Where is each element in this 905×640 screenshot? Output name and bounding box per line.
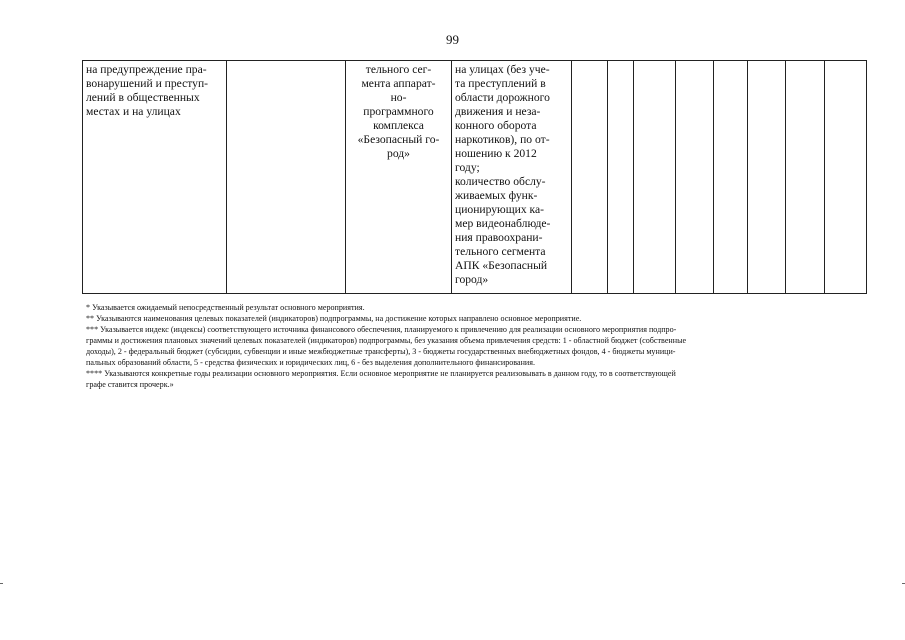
text-line: тельного сег- xyxy=(365,63,432,76)
measure-name-lines xyxy=(86,63,223,119)
footnote-line: доходы), 2 - федеральный бюджет (субсидии, субвенции и иные межбюджетные трансферты), 3 - бюджеты государственных внебюджетных фондов, 4 - бюджеты муници- xyxy=(86,347,676,356)
text-line: программного xyxy=(363,105,434,118)
text-line: та преступлений в xyxy=(455,77,546,90)
footnote-line: граммы и достижения плановых значений целевых показателей (индикаторов) подпрограммы, без указания объема привлечения средств: 1 - областной бюджет (собственные xyxy=(86,336,687,345)
text-line: ния правоохрани- xyxy=(455,231,543,244)
text-line: тельного сегмента xyxy=(455,245,546,258)
text-line: ношению к 2012 xyxy=(455,147,537,160)
text-line: город» xyxy=(455,273,489,286)
text-line: комплекса xyxy=(373,119,424,132)
measure-name-cell xyxy=(83,61,227,294)
footnote-line: * Указывается ожидаемый непосредственный результат основного мероприятия. xyxy=(86,303,365,312)
text-line: вонарушений и преступ- xyxy=(86,77,209,90)
text-line: но- xyxy=(390,91,407,104)
text-line: году; xyxy=(455,161,480,174)
text-line: «Безопасный го- xyxy=(357,133,440,146)
empty-cell xyxy=(676,61,714,294)
indicator-lines xyxy=(455,63,568,287)
page-number: 99 xyxy=(446,32,459,47)
text-line: на улицах (без уче- xyxy=(455,63,550,76)
text-line: живаемых функ- xyxy=(455,189,538,202)
empty-cell xyxy=(572,61,608,294)
expected-result-cell xyxy=(346,61,452,294)
empty-cell xyxy=(608,61,634,294)
text-line: области дорожного xyxy=(455,91,550,104)
empty-cell xyxy=(748,61,786,294)
text-line: ционирующих ка- xyxy=(455,203,545,216)
footnote-line: *** Указывается индекс (индексы) соответствующего источника финансового обеспечения, планируемого к привлечению для реализации основного мероприятия подпро- xyxy=(86,325,677,334)
footnote-line: графе ставится прочерк.» xyxy=(86,380,174,389)
table-row xyxy=(83,61,867,294)
text-line: движения и неза- xyxy=(455,105,541,118)
text-line: АПК «Безопасный xyxy=(455,259,548,272)
empty-cell xyxy=(634,61,676,294)
text-line: род» xyxy=(387,147,410,160)
text-line: местах и на улицах xyxy=(86,105,181,118)
text-line: мер видеонаблюде- xyxy=(455,217,551,230)
text-line: конного оборота xyxy=(455,119,537,132)
text-line: количество обслу- xyxy=(455,175,546,188)
indicator-cell xyxy=(452,61,572,294)
footnote-line: **** Указываются конкретные годы реализации основного мероприятия. Если основное мероприятие не планируется реализовывать в данном году, то в соответствующей xyxy=(86,369,676,378)
scan-edge-mark xyxy=(0,583,3,584)
text-line: наркотиков), по от- xyxy=(455,133,550,146)
program-table xyxy=(82,60,867,294)
text-line: лений в общественных xyxy=(86,91,200,104)
empty-cell xyxy=(825,61,867,294)
text-line: мента аппарат- xyxy=(361,77,436,90)
footnote-line: пальных образований области, 5 - средства физических и юридических лиц, 6 - без выделения дополнительного финансирования. xyxy=(86,358,536,367)
footnote-line: ** Указываются наименования целевых показателей (индикаторов) подпрограммы, на достижение которых направлено основное мероприятие. xyxy=(86,314,582,323)
expected-result-lines xyxy=(349,63,448,161)
empty-cell xyxy=(714,61,748,294)
text-line: на предупреждение пра- xyxy=(86,63,207,76)
empty-cell xyxy=(786,61,825,294)
responsible-cell xyxy=(227,61,346,294)
footnotes xyxy=(86,302,866,390)
